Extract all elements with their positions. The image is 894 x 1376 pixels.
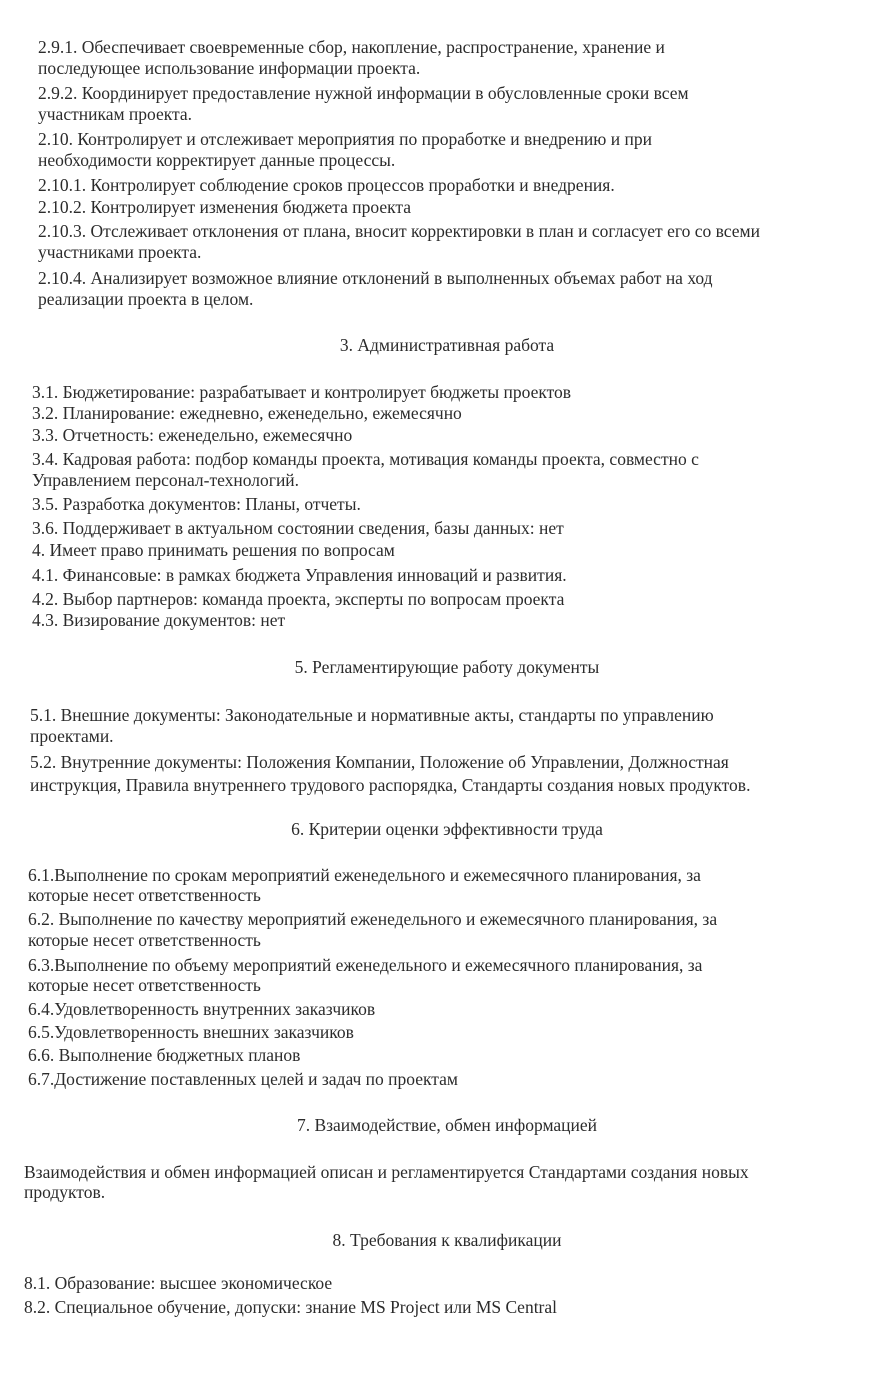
text-line: 6.3.Выполнение по объему мероприятий еженедельного и ежемесячного планирования, за <box>28 955 703 975</box>
section-heading-7: 7. Взаимодействие, обмен информацией <box>296 1115 598 1135</box>
text-line: 4.2. Выбор партнеров: команда проекта, эксперты по вопросам проекта <box>32 589 565 609</box>
section-heading-6: 6. Критерии оценки эффективности труда <box>291 819 603 839</box>
text-line: 4.1. Финансовые: в рамках бюджета Управления инноваций и развития. <box>32 565 567 585</box>
text-line: 2.10. Контролирует и отслеживает мероприятия по проработке и внедрению и при <box>38 129 652 149</box>
text-line: 5.2. Внутренние документы: Положения Компании, Положение об Управлении, Должностная <box>30 752 729 772</box>
text-line: 3.2. Планирование: ежедневно, еженедельно, ежемесячно <box>32 403 462 423</box>
text-line: Взаимодействия и обмен информацией описан и регламентируется Стандартами создания новых <box>24 1162 749 1182</box>
text-line: необходимости корректирует данные процессы. <box>38 150 396 170</box>
text-line: участниками проекта. <box>38 242 202 262</box>
text-line: которые несет ответственность <box>28 930 261 950</box>
text-line: 2.10.1. Контролирует соблюдение сроков процессов проработки и внедрения. <box>38 175 615 195</box>
text-line: продуктов. <box>24 1182 106 1202</box>
text-line: 6.5.Удовлетворенность внешних заказчиков <box>28 1022 354 1042</box>
text-line: 6.4.Удовлетворенность внутренних заказчиков <box>28 999 376 1019</box>
text-line: 2.10.2. Контролирует изменения бюджета проекта <box>38 197 412 217</box>
text-line: Управлением персонал-технологий. <box>32 470 300 490</box>
text-line: 3.3. Отчетность: еженедельно, ежемесячно <box>32 425 353 445</box>
text-line: проектами. <box>30 726 114 746</box>
text-line: 6.2. Выполнение по качеству мероприятий еженедельного и ежемесячного планирования, за <box>28 909 718 929</box>
text-line: 4. Имеет право принимать решения по вопросам <box>32 540 395 560</box>
section-heading-5: 5. Регламентирующие работу документы <box>294 657 600 677</box>
text-line: 6.1.Выполнение по срокам мероприятий еженедельного и ежемесячного планирования, за <box>28 865 701 885</box>
text-line: 4.3. Визирование документов: нет <box>32 610 286 630</box>
text-line: 5.1. Внешние документы: Законодательные и нормативные акты, стандарты по управлению <box>30 705 714 725</box>
text-line: реализации проекта в целом. <box>38 289 254 309</box>
text-line: 8.1. Образование: высшее экономическое <box>24 1273 333 1293</box>
text-line: 3.1. Бюджетирование: разрабатывает и контролирует бюджеты проектов <box>32 382 572 402</box>
text-line: 2.9.2. Координирует предоставление нужной информации в обусловленные сроки всем <box>38 83 689 103</box>
text-line: 3.4. Кадровая работа: подбор команды проекта, мотивация команды проекта, совместно с <box>32 449 699 469</box>
text-line: участникам проекта. <box>38 104 193 124</box>
text-line: 3.6. Поддерживает в актуальном состоянии сведения, базы данных: нет <box>32 518 564 538</box>
text-line: 2.10.4. Анализирует возможное влияние отклонений в выполненных объемах работ на ход <box>38 268 713 288</box>
text-line: последующее использование информации проекта. <box>38 58 421 78</box>
text-line: 2.9.1. Обеспечивает своевременные сбор, накопление, распространение, хранение и <box>38 37 665 57</box>
text-line: 8.2. Специальное обучение, допуски: знание MS Project или MS Central <box>24 1297 558 1317</box>
text-line: 2.10.3. Отслеживает отклонения от плана, вносит корректировки в план и согласует его со всеми <box>38 221 760 241</box>
text-line: которые несет ответственность <box>28 975 261 995</box>
text-line: 6.6. Выполнение бюджетных планов <box>28 1045 301 1065</box>
section-heading-8: 8. Требования к квалификации <box>332 1230 562 1250</box>
section-heading-3: 3. Административная работа <box>339 335 555 355</box>
text-line: 3.5. Разработка документов: Планы, отчеты. <box>32 494 361 514</box>
text-line: которые несет ответственность <box>28 885 261 905</box>
text-line: 6.7.Достижение поставленных целей и задач по проектам <box>28 1069 458 1089</box>
text-line: инструкция, Правила внутреннего трудового распорядка, Стандарты создания новых продуктов. <box>30 775 751 795</box>
